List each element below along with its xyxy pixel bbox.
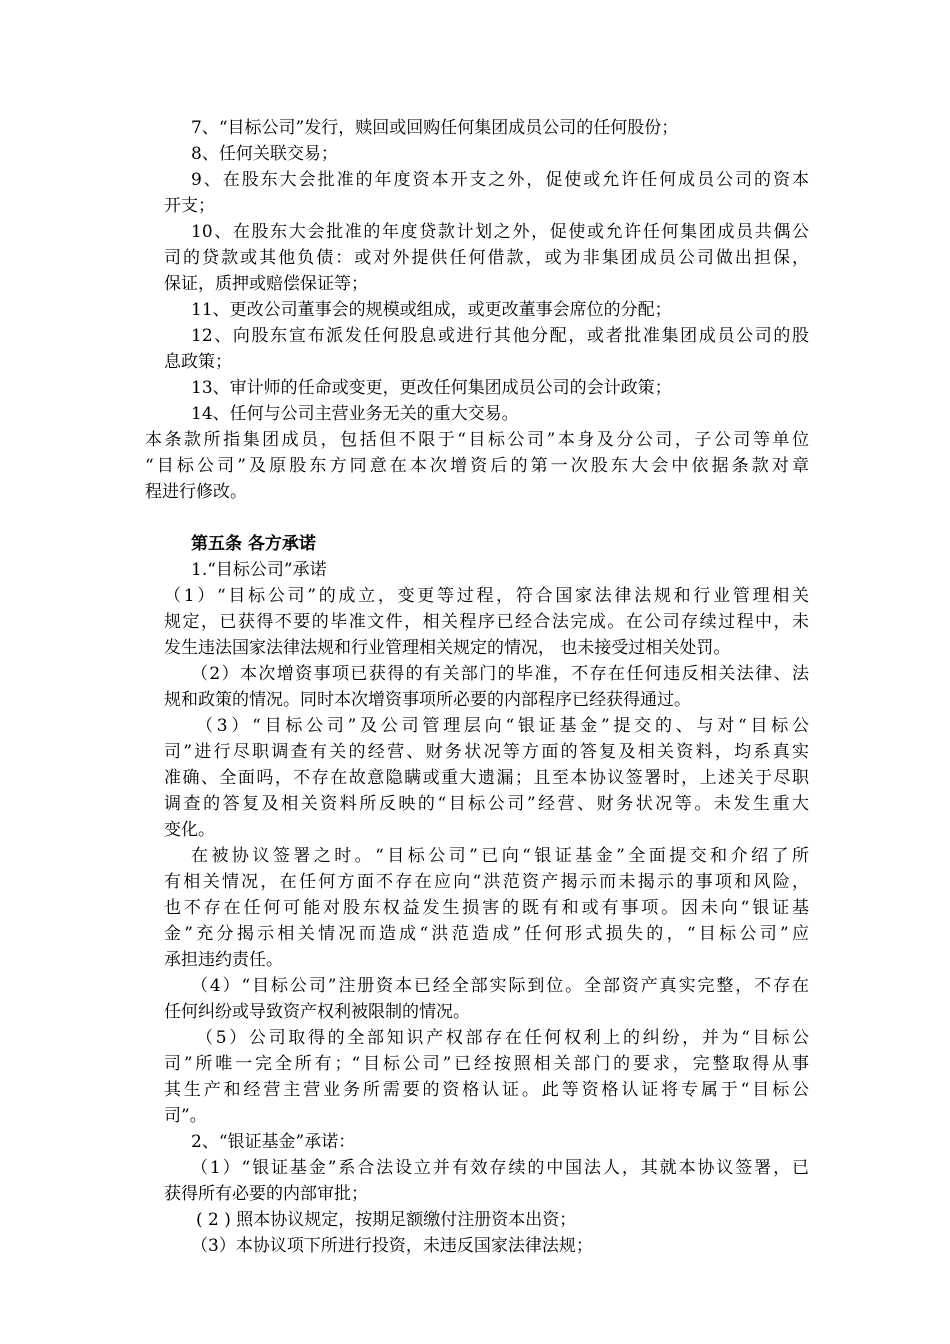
sub2-title: 2、“银证基金”承诺： [191, 1132, 356, 1152]
item-12-line-2: 息政策； [164, 352, 232, 372]
article-5-heading: 第五条 各方承诺 [191, 534, 316, 554]
q1-line-1: （1）“银证基金”系合法设立并有效存续的中国法人，其就本协议签署，已 [191, 1158, 809, 1178]
item-11: 11、更改公司董事会的规模或组成，或更改董事会席位的分配； [191, 300, 672, 320]
p3b-line-5: 承担违约责任。 [164, 950, 283, 970]
p3b-line-3: 也不存在任何可能对股东权益发生损害的既有和或有事项。因未向“银证基 [164, 898, 809, 918]
p1-line-2: 规定，已获得不要的毕准文件，相关程序已经合法完成。在公司存续过程中，未 [164, 612, 809, 632]
p3-line-4: 调查的答复及相关资料所反映的“目标公司”经营、财务状况等。未发生重大 [164, 794, 809, 814]
p3-line-5: 变化。 [164, 820, 215, 840]
item-13: 13、审计师的任命或变更，更改任何集团成员公司的会计政策； [191, 378, 672, 398]
q3: （3）本协议项下所进行投资，未违反国家法律法规； [191, 1236, 593, 1256]
p1-line-3: 发生违法国家法律法规和行业管理相关规定的情况， 也未接受过相关处罚。 [164, 638, 731, 658]
item-9-line-2: 开支； [164, 196, 215, 216]
clause-note-line-3: 程进行修改。 [145, 482, 247, 502]
p5-line-4: 司”。 [164, 1106, 207, 1126]
q2: ( 2 ) 照本协议规定，按期足额缴付注册资本出资； [196, 1210, 577, 1230]
p2-line-1: （2）本次增资事项已获得的有关部门的毕准，不存在任何违反相关法律、法 [191, 664, 809, 684]
item-8: 8、任何关联交易； [191, 144, 338, 164]
p1-line-1: （1）“目标公司”的成立，变更等过程，符合国家法律法规和行业管理相关 [164, 586, 809, 606]
p3-line-2: 司”进行尽职调查有关的经营、财务状况等方面的答复及相关资料，均系真实 [164, 742, 809, 762]
p4-line-1: （4）“目标公司”注册资本已经全部实际到位。全部资产真实完整，不存在 [191, 976, 809, 996]
p3-line-3: 准确、全面吗，不存在故意隐瞒或重大遗漏；且至本协议签署时，上述关于尽职 [164, 768, 809, 788]
item-12-line-1: 12、向股东宣布派发任何股息或进行其他分配，或者批准集团成员公司的股 [191, 326, 809, 346]
sub1-title: 1.“目标公司”承诺 [191, 560, 327, 580]
p2-line-2: 规和政策的情况。同时本次增资事项所必要的内部程序已经获得通过。 [164, 690, 691, 710]
p3b-line-2: 有相关情况，在任何方面不存在应向“洪范资产揭示而未揭示的事项和风险， [164, 872, 809, 892]
item-10-line-3: 保证，质押或赔偿保证等； [164, 274, 368, 294]
clause-note-line-1: 本条款所指集团成员，包括但不限于“目标公司”本身及分公司，子公司等单位 [145, 430, 809, 450]
p4-line-2: 任何纠纷或导致资产权利被限制的情况。 [164, 1002, 470, 1022]
item-9-line-1: 9、在股东大会批准的年度资本开支之外，促使或允许任何成员公司的资本 [191, 170, 809, 190]
p3b-line-1: 在被协议签署之时。“目标公司”已向“银证基金”全面提交和介绍了所 [191, 846, 809, 866]
p3-line-1: （3）“目标公司”及公司管理层向“银证基金”提交的、与对“目标公 [196, 716, 809, 736]
p5-line-3: 其生产和经营主营业务所需要的资格认证。此等资格认证将专属于“目标公 [164, 1080, 809, 1100]
q1-line-2: 获得所有必要的内部审批； [164, 1184, 368, 1204]
item-10-line-1: 10、在股东大会批准的年度贷款计划之外，促使或允许任何集团成员共偶公 [191, 222, 809, 242]
p3b-line-4: 金”充分揭示相关情况而造成“洪范造成”任何形式损失的，“目标公司”应 [164, 924, 809, 944]
p5-line-1: （5）公司取得的全部知识产权部存在任何权利上的纠纷，并为“目标公 [196, 1028, 809, 1048]
item-7: 7、“目标公司”发行，赎回或回购任何集团成员公司的任何股份； [191, 118, 679, 138]
clause-note-line-2: “目标公司”及原股东方同意在本次增资后的第一次股东大会中依据条款对章 [145, 456, 809, 476]
p5-line-2: 司”所唯一完全所有；“目标公司”已经按照相关部门的要求，完整取得从事 [164, 1054, 809, 1074]
item-14: 14、任何与公司主营业务无关的重大交易。 [191, 404, 519, 424]
item-10-line-2: 司的贷款或其他负债：或对外提供任何借款，或为非集团成员公司做出担保， [164, 248, 809, 268]
